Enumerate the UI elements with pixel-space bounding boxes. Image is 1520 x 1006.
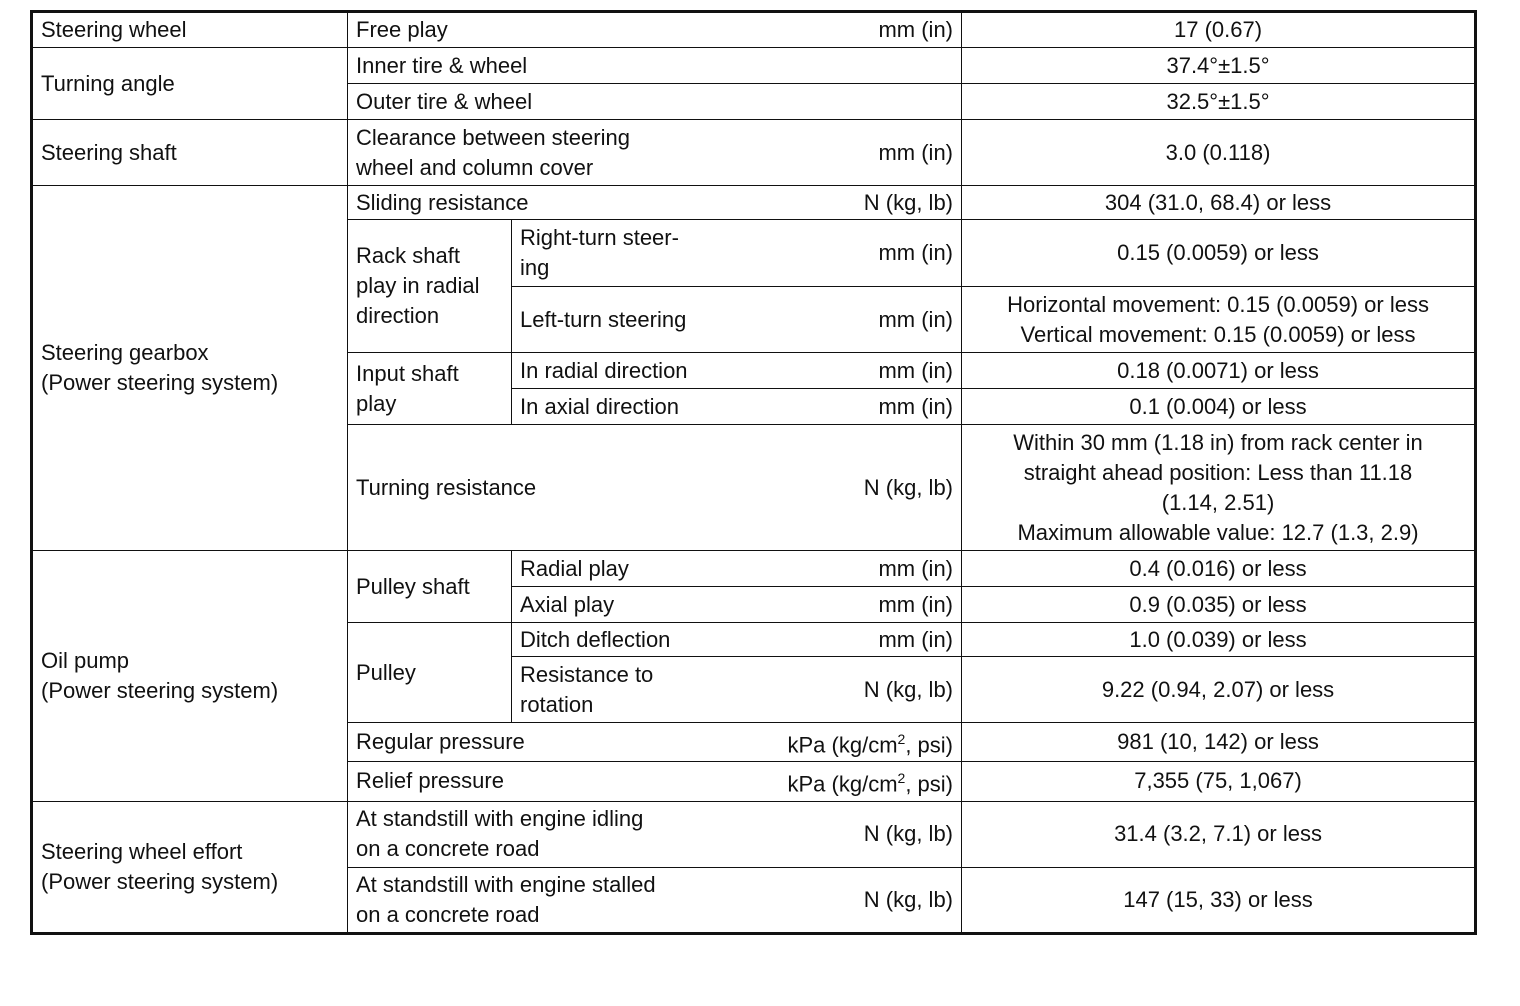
subgroup-input-shaft [348, 353, 512, 425]
item-turning-resistance [348, 425, 962, 551]
unit-label: mm (in) [878, 17, 954, 42]
item-label [356, 804, 854, 864]
item-resistance-rotation [512, 657, 962, 723]
unit-superscript: 2 [897, 770, 906, 787]
group-label-line: (Power steering system) [41, 677, 279, 703]
value-line: (1.14, 2.51) [1161, 489, 1275, 515]
group-turning-angle: Turning angle [32, 48, 348, 120]
item-label-line: wheel and column cover [356, 154, 594, 180]
subgroup-label-line: Input shaft [356, 360, 459, 386]
value-turning-resistance [962, 425, 1476, 551]
group-label-line: Oil pump [41, 647, 130, 673]
item-sliding-resistance [348, 186, 962, 220]
item-label: Relief pressure [356, 768, 504, 794]
value-column-clearance: 3.0 (0.118) [962, 120, 1476, 186]
item-label: Sliding resistance [356, 189, 529, 215]
unit-superscript: 2 [897, 731, 906, 747]
group-steering-wheel: Steering wheel [32, 12, 348, 48]
unit-text: , psi) [905, 732, 954, 758]
unit-label: mm (in) [878, 591, 954, 617]
value-right-turn: 0.15 (0.0059) or less [962, 220, 1476, 287]
unit-label: mm (in) [878, 393, 954, 419]
value-line: Maximum allowable value: 12.7 (1.3, 2.9) [1017, 519, 1419, 545]
item-label: Turning resistance [356, 474, 537, 500]
item-label: In radial direction [520, 357, 688, 383]
group-oil-pump [32, 551, 348, 802]
item-label-line: ing [520, 255, 550, 280]
value-regular-pressure: 981 (10, 142) or less [962, 723, 1476, 762]
unit-label: N (kg, lb) [863, 821, 954, 847]
subgroup-label-line: play in radial [356, 273, 480, 298]
unit-label: mm (in) [878, 555, 954, 581]
item-label: Radial play [520, 555, 629, 581]
item-free-play [348, 12, 962, 48]
value-radial-play: 0.4 (0.016) or less [962, 551, 1476, 587]
group-label-line: Steering wheel effort [41, 838, 243, 864]
item-label-line: Right-turn steer- [520, 225, 679, 250]
unit-text: kPa (kg/cm [787, 732, 898, 758]
table-row [32, 120, 1476, 186]
subgroup-pulley: Pulley [348, 623, 512, 723]
item-radial-play [512, 551, 962, 587]
value-line: Vertical movement: 0.15 (0.0059) or less [1020, 321, 1416, 347]
table-row [32, 186, 1476, 220]
item-regular-pressure [348, 723, 962, 762]
value-ditch-deflection: 1.0 (0.039) or less [962, 623, 1476, 657]
item-relief-pressure [348, 762, 962, 801]
item-engine-idling [348, 801, 962, 867]
value-axial-direction: 0.1 (0.004) or less [962, 389, 1476, 425]
value-resistance-rotation: 9.22 (0.94, 2.07) or less [962, 657, 1476, 723]
item-label: Regular pressure [356, 729, 525, 755]
table-row [32, 48, 1476, 84]
item-left-turn [512, 287, 962, 353]
value-engine-stalled: 147 (15, 33) or less [962, 867, 1476, 933]
specifications-table [30, 10, 1477, 935]
item-engine-stalled [348, 867, 962, 933]
unit-text: kPa (kg/cm [787, 771, 898, 797]
unit-label: mm (in) [878, 357, 954, 383]
unit-label: N (kg, lb) [863, 189, 954, 215]
group-label-line: (Power steering system) [41, 370, 279, 395]
subgroup-rack-shaft [348, 220, 512, 353]
item-label: Free play [356, 17, 448, 42]
value-line: straight ahead position: Less than 11.18 [1023, 459, 1413, 485]
group-label-line: (Power steering system) [41, 868, 279, 894]
unit-label: mm (in) [878, 626, 954, 652]
item-radial-direction [512, 353, 962, 389]
group-label-line: Steering gearbox [41, 340, 209, 365]
item-label-line: Resistance to [520, 661, 654, 687]
item-axial-play [512, 587, 962, 623]
item-label [356, 123, 868, 183]
item-label-line: on a concrete road [356, 901, 540, 927]
item-inner-tire: Inner tire & wheel [348, 48, 962, 84]
unit-text: , psi) [905, 771, 954, 797]
value-engine-idling: 31.4 (3.2, 7.1) or less [962, 801, 1476, 867]
item-column-clearance [348, 120, 962, 186]
group-steering-wheel-effort [32, 801, 348, 933]
value-sliding-resistance: 304 (31.0, 68.4) or less [962, 186, 1476, 220]
value-radial-direction: 0.18 (0.0071) or less [962, 353, 1476, 389]
group-steering-gearbox [32, 186, 348, 551]
value-axial-play: 0.9 (0.035) or less [962, 587, 1476, 623]
value-line: Within 30 mm (1.18 in) from rack center in [1013, 429, 1423, 455]
subgroup-label-line: play [356, 390, 397, 416]
value-outer-tire: 32.5°±1.5° [962, 84, 1476, 120]
subgroup-label-line: Rack shaft [356, 243, 460, 268]
item-label-line: At standstill with engine idling [356, 806, 644, 832]
subgroup-pulley-shaft: Pulley shaft [348, 551, 512, 623]
value-line: Horizontal movement: 0.15 (0.0059) or less [1007, 291, 1429, 317]
unit-label: N (kg, lb) [863, 474, 954, 500]
unit-label [778, 724, 954, 760]
table-row [32, 551, 1476, 587]
unit-label [778, 763, 954, 799]
item-label-line: Clearance between steering [356, 124, 630, 150]
item-axial-direction [512, 389, 962, 425]
table-row [32, 801, 1476, 867]
item-label: Ditch deflection [520, 626, 671, 652]
value-inner-tire: 37.4°±1.5° [962, 48, 1476, 84]
value-relief-pressure: 7,355 (75, 1,067) [962, 762, 1476, 801]
unit-label: N (kg, lb) [863, 886, 954, 912]
table-row [32, 12, 1476, 48]
item-label [356, 870, 854, 930]
item-label [520, 660, 854, 720]
group-steering-shaft: Steering shaft [32, 120, 348, 186]
unit-label: mm (in) [878, 240, 954, 265]
item-label-line: rotation [520, 691, 594, 717]
item-ditch-deflection [512, 623, 962, 657]
unit-label: N (kg, lb) [863, 676, 954, 702]
unit-label: mm (in) [878, 139, 954, 165]
unit-label: mm (in) [878, 306, 954, 332]
value-free-play: 17 (0.67) [962, 12, 1476, 48]
item-label: Axial play [520, 591, 615, 617]
value-left-turn [962, 287, 1476, 353]
subgroup-label-line: direction [356, 303, 440, 328]
item-label: In axial direction [520, 393, 679, 419]
item-right-turn [512, 220, 962, 287]
item-label [520, 223, 868, 283]
item-label: Left-turn steering [520, 306, 687, 332]
item-label-line: on a concrete road [356, 836, 540, 862]
item-label-line: At standstill with engine stalled [356, 871, 656, 897]
item-outer-tire: Outer tire & wheel [348, 84, 962, 120]
